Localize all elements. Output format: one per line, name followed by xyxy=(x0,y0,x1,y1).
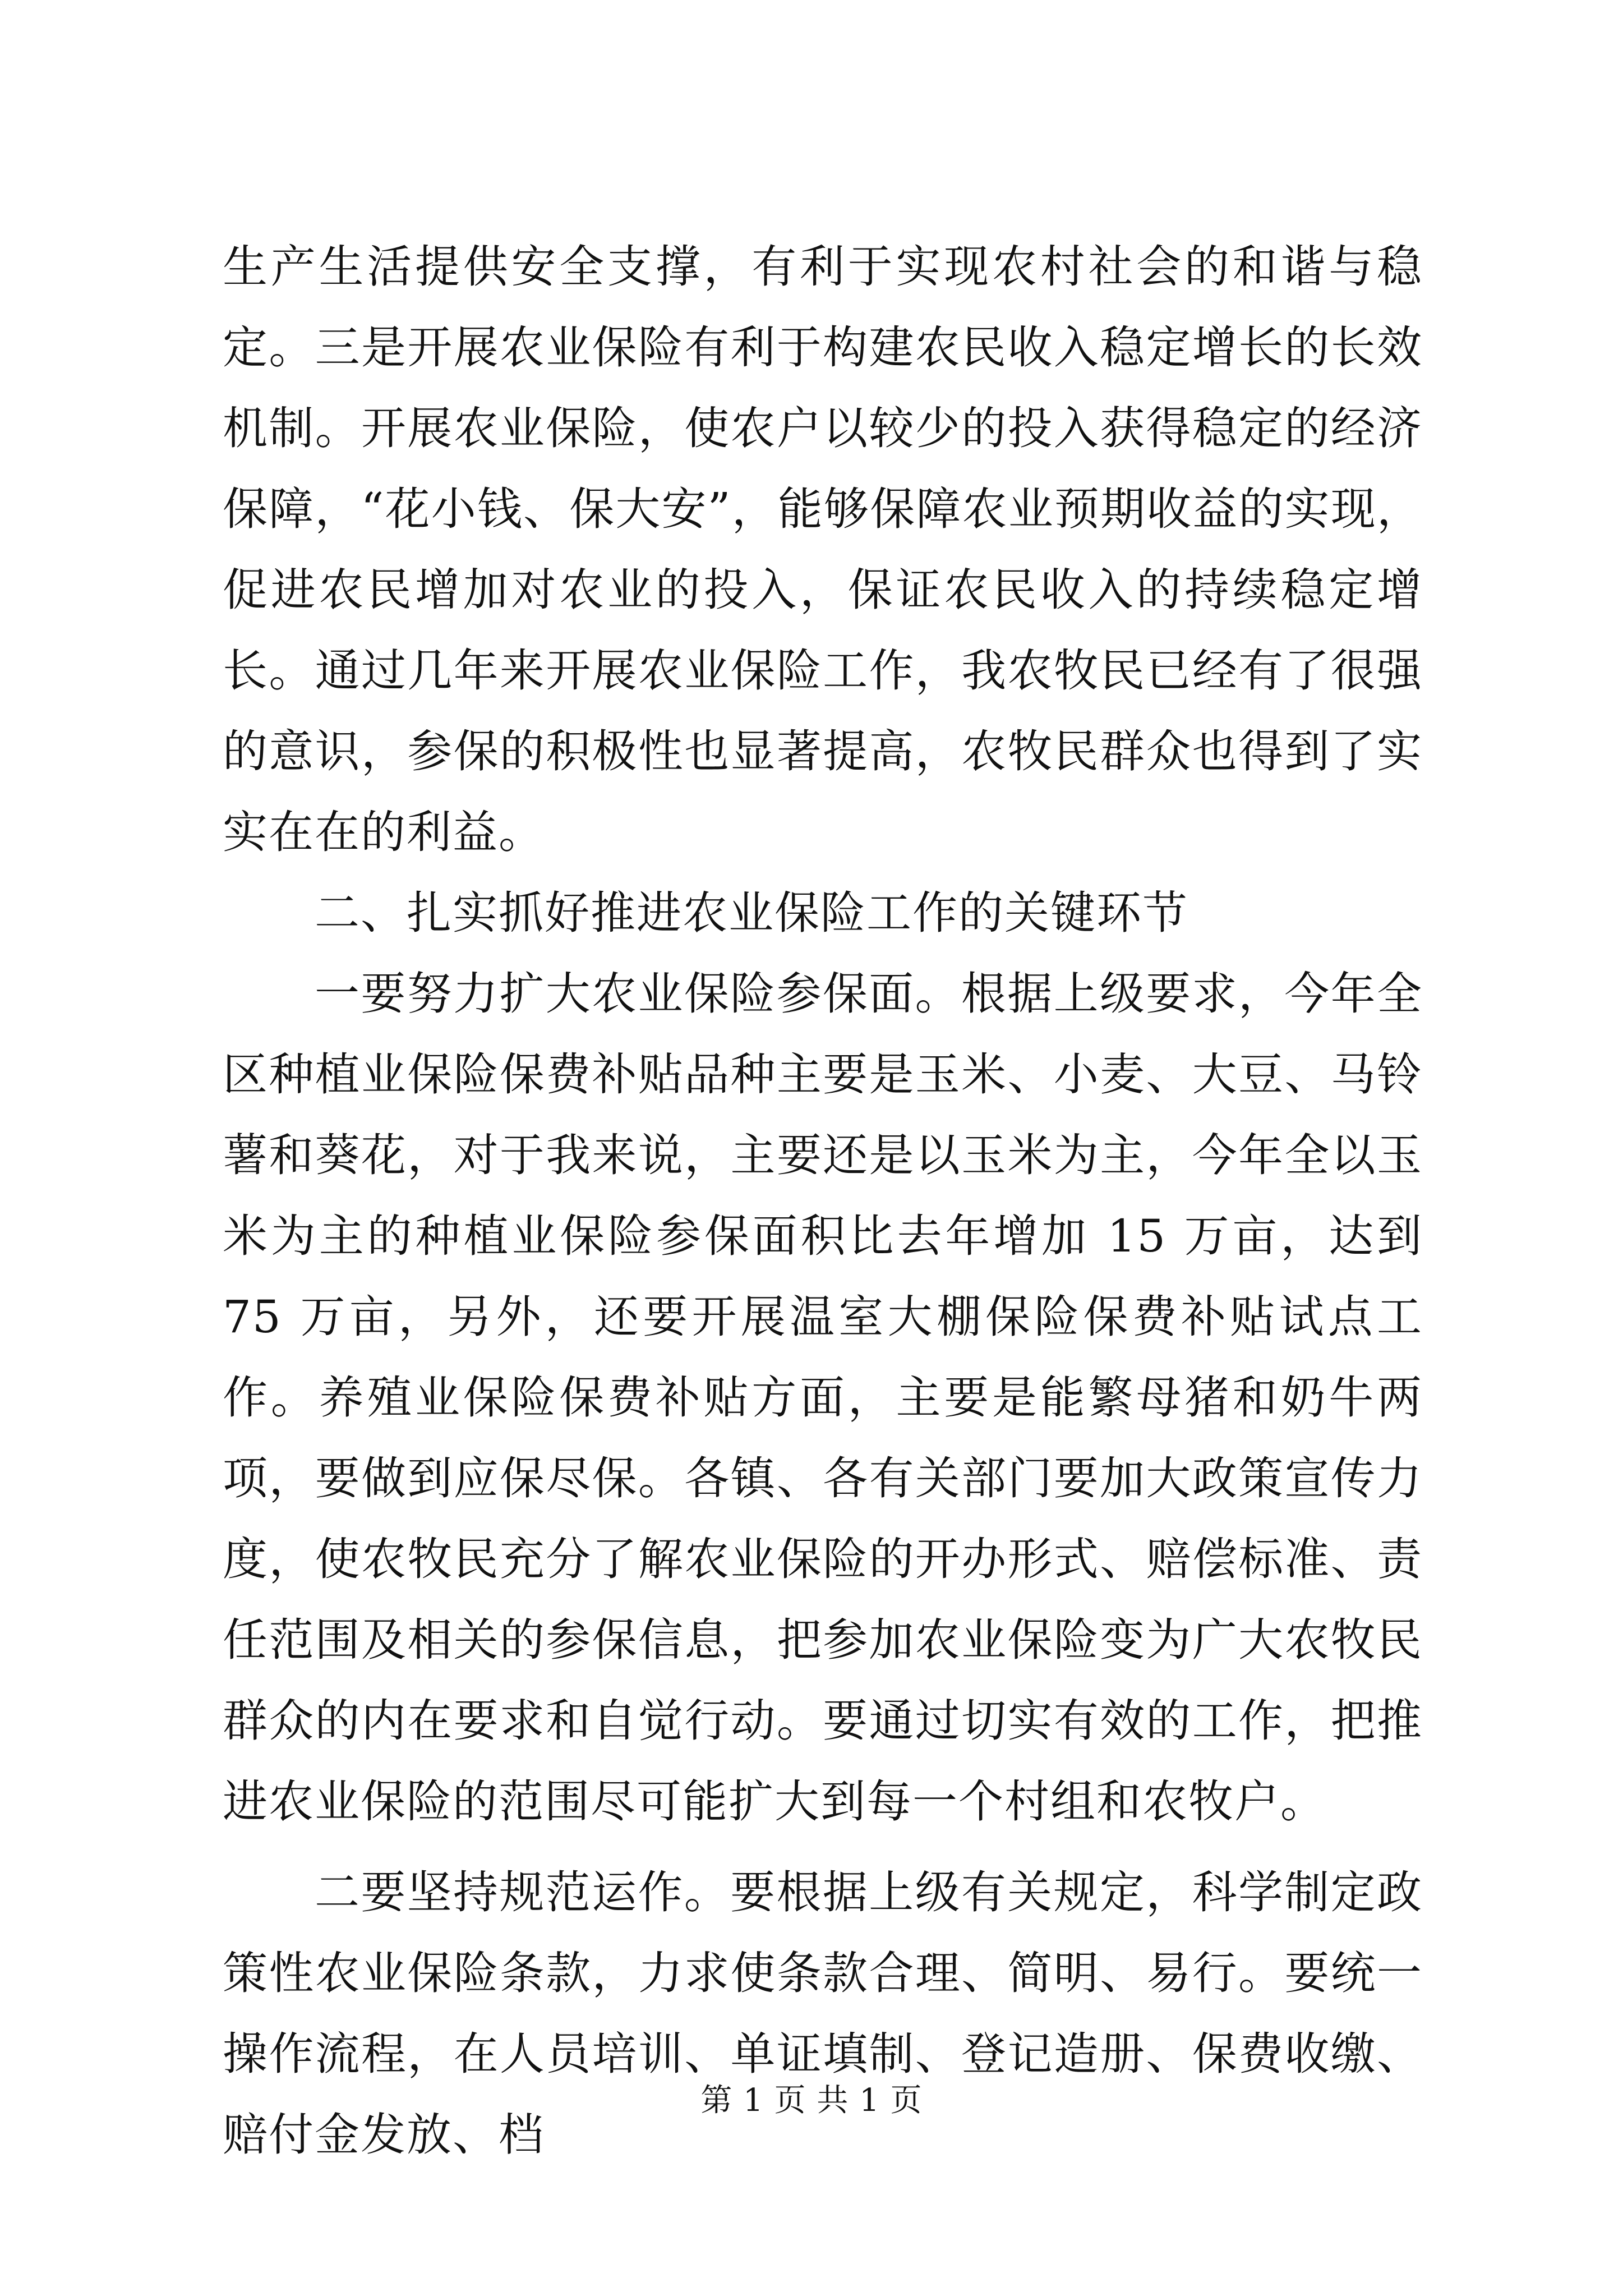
document-body xyxy=(223,227,1423,2175)
paragraph-expand-coverage: 一要努力扩大农业保险参保面。根据上级要求，今年全区种植业保险保费补贴品种主要是玉米、小麦、大豆、马铃薯和葵花，对于我来说，主要还是以玉米为主，今年全以玉米为主的种植业保险参保面积比去年增加 15 万亩，达到 75 万亩，另外，还要开展温室大棚保险保费补贴试点工作。养殖业保险保费补贴方面，主要是能繁母猪和奶牛两项，要做到应保尽保。各镇、各有关部门要加大政策宣传力度，使农牧民充分了解农业保险的开办形式、赔偿标准、责任范围及相关的参保信息，把参加农业保险变为广大农牧民群众的内在要求和自觉行动。要通过切实有效的工作，把推进农业保险的范围尽可能扩大到每一个村组和农牧户。 xyxy=(223,968,1423,1828)
section-heading: 二、扎实抓好推进农业保险工作的关键环节 xyxy=(315,887,1188,939)
paragraph-continued: 生产生活提供安全支撑，有利于实现农村社会的和谐与稳定。三是开展农业保险有利于构建农民收入稳定增长的长效机制。开展农业保险，使农户以较少的投入获得稳定的经济保障，“花小钱、保大安”，能够保障农业预期收益的实现，促进农民增加对农业的投入，保证农民收入的持续稳定增长。通过几年来开展农业保险工作，我农牧民已经有了很强的意识，参保的积极性也显著提高，农牧民群众也得到了实实在在的利益。 xyxy=(223,241,1423,858)
paragraph-standard-operation: 二要坚持规范运作。要根据上级有关规定，科学制定政策性农业保险条款，力求使条款合理、简明、易行。要统一操作流程，在人员培训、单证填制、登记造册、保费收缴、赔付金发放、档 xyxy=(223,1866,1423,2161)
paragraph-gap xyxy=(223,1842,1423,1852)
page-footer: 第 1 页 共 1 页 xyxy=(700,2082,923,2119)
